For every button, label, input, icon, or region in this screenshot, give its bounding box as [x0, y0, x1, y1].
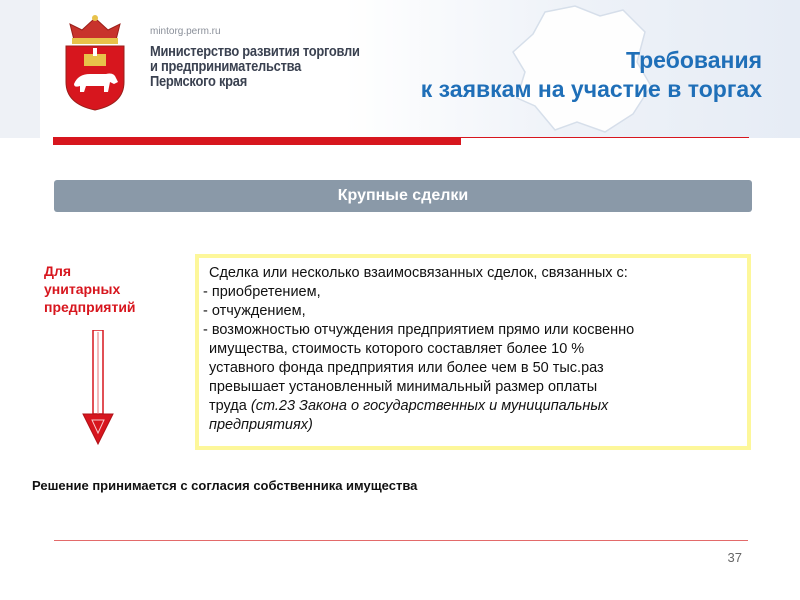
- conditions-box: [195, 254, 751, 450]
- slide-title-line-2: к заявкам на участие в торгах: [420, 76, 762, 102]
- box-line: превышает установленный минимальный размер оплаты: [209, 379, 598, 395]
- ministry-line-3: Пермского края: [150, 73, 247, 90]
- decision-text: Решение принимается с согласия собственника имущества: [32, 478, 418, 493]
- ministry-line-1: Министерство развития торговли: [150, 43, 360, 60]
- section-banner: Крупные сделки: [54, 180, 752, 212]
- page-number: 37: [727, 550, 742, 565]
- slide-title: [421, 46, 762, 104]
- box-line: - приобретением,: [203, 284, 321, 300]
- box-line-plain: труда: [209, 398, 251, 414]
- ministry-line-2: и предпринимательства: [150, 58, 302, 75]
- side-label: [44, 262, 136, 316]
- coat-of-arms-icon: [60, 12, 130, 112]
- side-label-line-1: Для: [44, 263, 72, 279]
- law-citation: (ст.23 Закона о государственных и муниципальных: [250, 398, 609, 414]
- slide-title-line-1: Требования: [625, 47, 762, 73]
- left-stripe: [0, 0, 40, 138]
- side-label-line-3: предприятий: [44, 299, 136, 315]
- red-divider-bar: [53, 137, 461, 145]
- side-label-line-2: унитарных: [44, 281, 121, 297]
- box-line: Сделка или несколько взаимосвязанных сделок, связанных с:: [209, 265, 628, 281]
- law-citation-end: предприятиях): [209, 417, 313, 433]
- footer-divider: [54, 540, 748, 541]
- box-line: имущества, стоимость которого составляет более 10 %: [209, 341, 585, 357]
- box-line: уставного фонда предприятия или более чем в 50 тыс.раз: [209, 360, 604, 376]
- ministry-name: [150, 44, 360, 89]
- box-line: - возможностью отчуждения предприятием прямо или косвенно: [203, 322, 635, 338]
- box-line: - отчуждением,: [203, 303, 306, 319]
- thin-divider-line: [461, 137, 749, 138]
- site-url: mintorg.perm.ru: [150, 26, 221, 37]
- down-arrow-icon: [82, 330, 114, 446]
- box-line: [203, 397, 741, 416]
